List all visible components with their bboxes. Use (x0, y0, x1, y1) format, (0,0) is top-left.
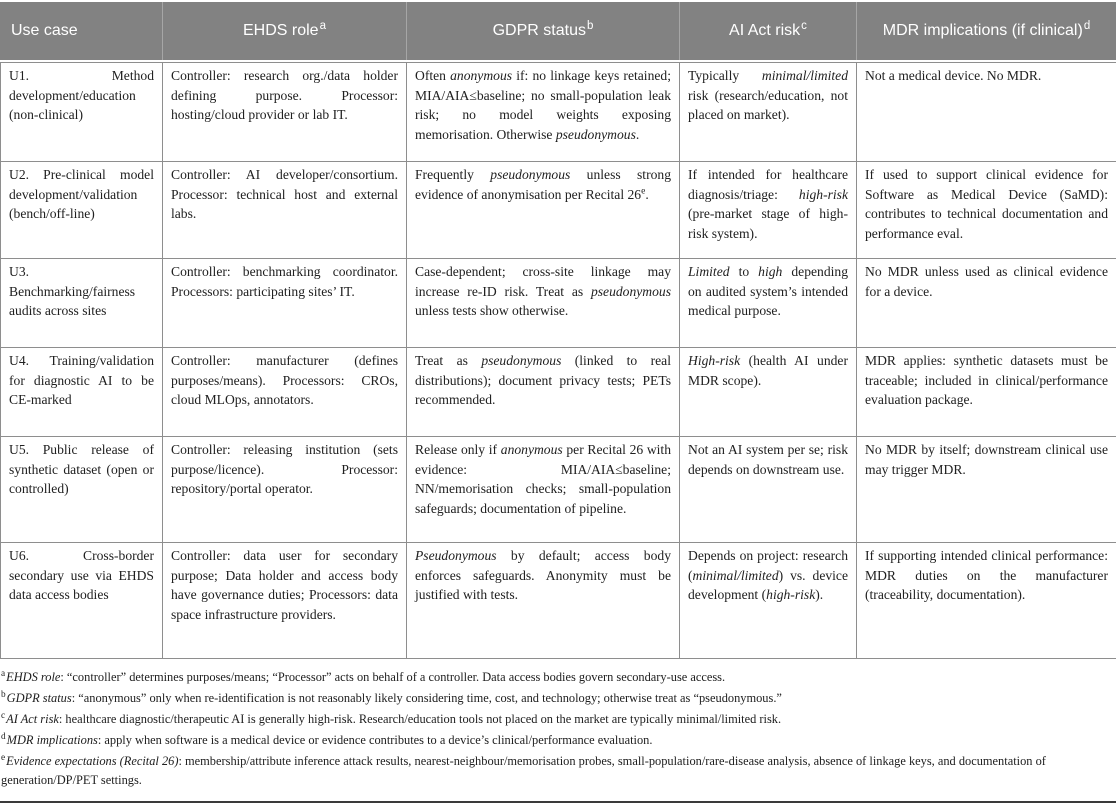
cell-ehds-role: Controller: research org./data holder defining purpose. Processor: hosting/cloud provider or lab IT. (163, 63, 407, 162)
cell-ai-act-risk: Depends on project: research (minimal/limited) vs. device development (high-risk). (680, 543, 857, 659)
footnote-b (1, 689, 1112, 708)
table-row-u3 (1, 259, 1116, 348)
footnote-d (1, 731, 1112, 750)
footnote-text: AI Act risk: healthcare diagnostic/therapeutic AI is generally high-risk. Research/education tools not placed on the market are typically minimal/limited risk. (6, 712, 781, 726)
table-header-row (0, 2, 1116, 60)
cell-use-case: U1. Method development/education (non-clinical) (1, 63, 163, 162)
footnote-marker: a (1, 669, 5, 679)
table-row-u4 (1, 348, 1116, 437)
header-footnote-marker: d (1084, 20, 1090, 32)
cell-use-case: U2. Pre-clinical model development/validation (bench/off-line) (1, 162, 163, 259)
column-header-ehds-role: EHDS role$^a$ (162, 2, 406, 60)
cell-ehds-role: Controller: AI developer/consortium. Processor: technical host and external labs. (163, 162, 407, 259)
cell-mdr-implications: Not a medical device. No MDR. (857, 63, 1116, 162)
cell-ai-act-risk: Not an AI system per se; risk depends on downstream use. (680, 437, 857, 543)
table-row-u2 (1, 162, 1116, 259)
cell-gdpr-status: Case-dependent; cross-site linkage may increase re-ID risk. Treat as pseudonymous unless tests show otherwise. (407, 259, 680, 348)
table-row-u6 (1, 543, 1116, 659)
cell-mdr-implications: MDR applies: synthetic datasets must be traceable; included in clinical/performance evaluation package. (857, 348, 1116, 437)
cell-ai-act-risk: Limited to high depending on audited system’s intended medical purpose. (680, 259, 857, 348)
cell-ehds-role: Controller: manufacturer (defines purposes/means). Processors: CROs, cloud MLOps, annotators. (163, 348, 407, 437)
table-row-u5 (1, 437, 1116, 543)
column-header-gdpr-status: GDPR status$^b$ (406, 2, 679, 60)
cell-mdr-implications: No MDR unless used as clinical evidence for a device. (857, 259, 1116, 348)
cell-use-case: U4. Training/validation for diagnostic AI to be CE-marked (1, 348, 163, 437)
footnote-text: Evidence expectations (Recital 26): membership/attribute inference attack results, nearest-neighbour/memorisation probes, small-population/rare-disease analysis, absence of linkage keys, and documentation of generation/DP/PET settings. (1, 754, 1046, 787)
cell-ai-act-risk: Typically minimal/limited risk (research/education, not placed on market). (680, 63, 857, 162)
footnote-text: EHDS role: “controller” determines purposes/means; “Processor” acts on behalf of a controller. Data access bodies govern secondary-use access. (6, 670, 725, 684)
footnote-marker: b (1, 690, 6, 700)
cell-gdpr-status: Pseudonymous by default; access body enforces safeguards. Anonymity must be justified with tests. (407, 543, 680, 659)
cell-mdr-implications: If supporting intended clinical performance: MDR duties on the manufacturer (traceability, documentation). (857, 543, 1116, 659)
cell-mdr-implications: No MDR by itself; downstream clinical use may trigger MDR. (857, 437, 1116, 543)
footnote-marker: e (1, 753, 5, 763)
header-footnote-marker: a (320, 20, 326, 32)
footnote-c (1, 710, 1112, 729)
cell-ai-act-risk: If intended for healthcare diagnosis/triage: high-risk (pre-market stage of high-risk system). (680, 162, 857, 259)
header-footnote-marker: c (801, 20, 807, 32)
cell-use-case: U6. Cross-border secondary use via EHDS data access bodies (1, 543, 163, 659)
footnote-text: GDPR status: “anonymous” only when re-identification is not reasonably likely considering time, cost, and technology; otherwise treat as “pseudonymous.” (7, 691, 782, 705)
cell-gdpr-status: Often anonymous if: no linkage keys retained; MIA/AIA≤baseline; no small-population leak risk; no model weights exposing memorisation. Otherwise pseudonymous. (407, 63, 680, 162)
cell-use-case: U3. Benchmarking/fairness audits across sites (1, 259, 163, 348)
footnote-text: MDR implications: apply when software is a medical device or evidence contributes to a device’s clinical/performance evaluation. (7, 733, 653, 747)
column-header-use-case: Use case (0, 2, 162, 60)
footnote-marker: c (1, 711, 5, 721)
data-table (0, 62, 1116, 659)
column-header-ai-act-risk: AI Act risk$^c$ (679, 2, 856, 60)
cell-ehds-role: Controller: benchmarking coordinator. Processors: participating sites’ IT. (163, 259, 407, 348)
column-header-mdr-implications: MDR implications (if clinical)$^d$ (856, 2, 1116, 60)
cell-ai-act-risk: High-risk (health AI under MDR scope). (680, 348, 857, 437)
cell-ehds-role: Controller: data user for secondary purpose; Data holder and access body have governance duties; Processors: data space infrastructure providers. (163, 543, 407, 659)
table-row-u1 (1, 63, 1116, 162)
cell-ehds-role: Controller: releasing institution (sets purpose/licence). Processor: repository/portal operator. (163, 437, 407, 543)
cell-gdpr-status: Release only if anonymous per Recital 26 with evidence: MIA/AIA≤baseline; NN/memorisation checks; small-population safeguards; documentation of pipeline. (407, 437, 680, 543)
footnote-a (1, 668, 1112, 687)
cell-use-case: U5. Public release of synthetic dataset (open or controlled) (1, 437, 163, 543)
cell-mdr-implications: If used to support clinical evidence for Software as Medical Device (SaMD): contributes to technical documentation and performance eval. (857, 162, 1116, 259)
table-footnotes (0, 659, 1116, 803)
cell-gdpr-status: Frequently pseudonymous unless strong evidence of anonymisation per Recital 26e. (407, 162, 680, 259)
header-footnote-marker: b (587, 20, 593, 32)
footnote-e (1, 752, 1112, 790)
cell-gdpr-status: Treat as pseudonymous (linked to real distributions); document privacy tests; PETs recommended. (407, 348, 680, 437)
footnote-marker: d (1, 732, 6, 742)
